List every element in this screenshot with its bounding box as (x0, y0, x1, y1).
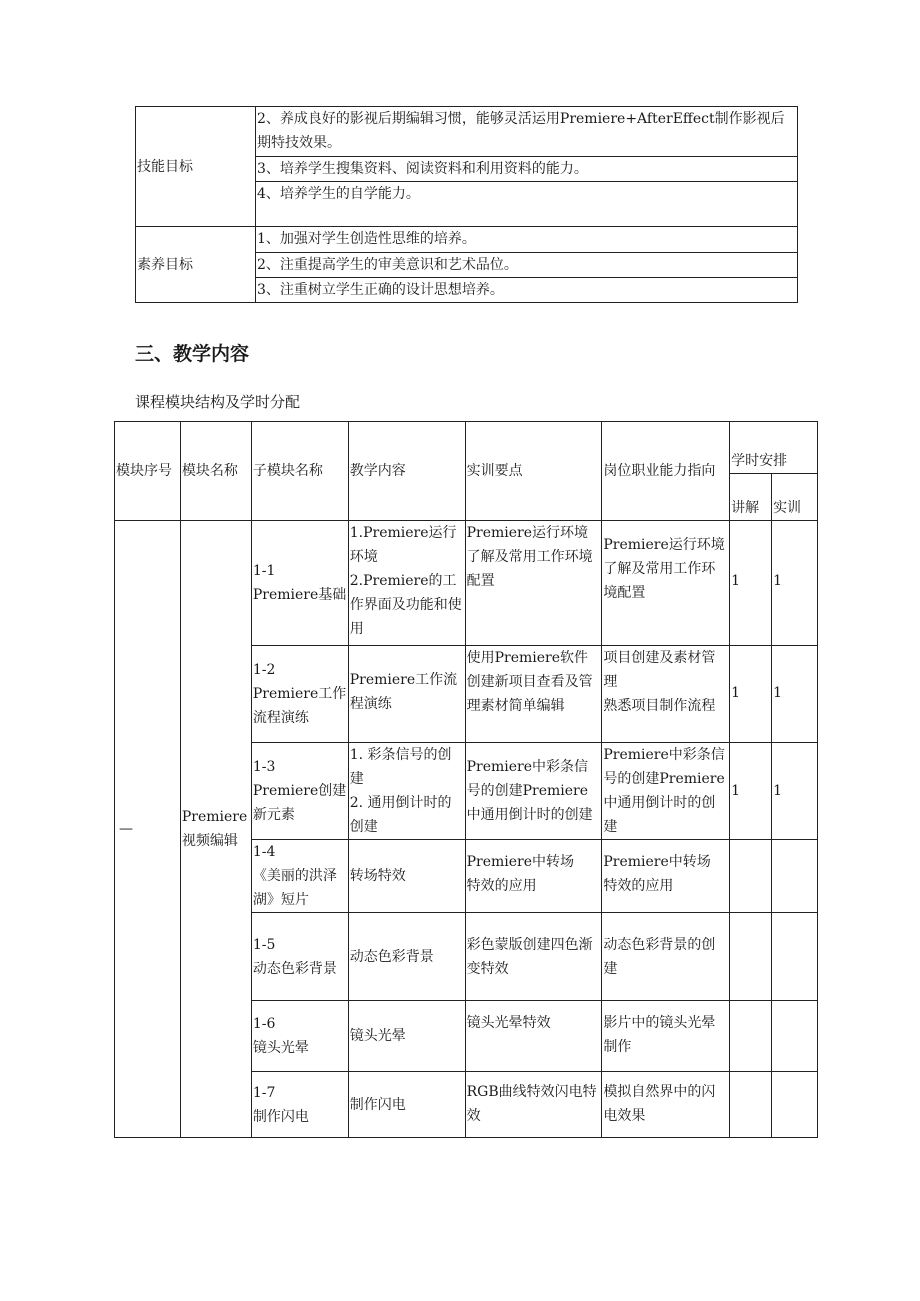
submodule-id: 1-6 (252, 1016, 276, 1032)
objectives-table (135, 106, 798, 303)
skill-objectives-label: 技能目标 (136, 107, 256, 227)
submodule-id: 1-1 (252, 563, 276, 579)
practice-hours-cell (772, 1001, 818, 1072)
training-cell: Premiere中彩条信号的创建Premiere中通用倒计时的创建 (465, 743, 602, 840)
lecture-hours-cell (730, 1072, 772, 1138)
submodule-cell (251, 743, 348, 840)
ability-cell: Premiere运行环境了解及常用工作环境配置 (602, 521, 730, 646)
training-cell: RGB曲线特效闪电特效 (465, 1072, 602, 1138)
practice-hours-cell (772, 840, 818, 913)
practice-hours-cell (772, 1072, 818, 1138)
submodule-cell (251, 913, 348, 1001)
content-cell: Premiere工作流程演练 (348, 646, 465, 743)
ability-cell: Premiere中彩条信号的创建Premiere中通用倒计时的创建 (602, 743, 730, 840)
ability-cell: Premiere中转场 特效的应用 (602, 840, 730, 913)
submodule-name: 《美丽的洪泽湖》短片 (252, 868, 337, 908)
submodule-id: 1-3 (252, 759, 276, 775)
content-cell: 动态色彩背景 (348, 913, 465, 1001)
ability-cell: 动态色彩背景的创建 (602, 913, 730, 1001)
practice-hours-cell (772, 913, 818, 1001)
submodule-name: 镜头光晕 (252, 1040, 309, 1056)
lecture-hours-cell (730, 913, 772, 1001)
section-heading: 三、教学内容 (135, 343, 250, 365)
lecture-hours-cell: 1 (730, 521, 772, 646)
header-training: 实训要点 (465, 422, 602, 521)
submodule-id: 1-2 (252, 662, 276, 678)
lecture-hours-cell (730, 1001, 772, 1072)
skill-objective-item: 3、培养学生搜集资料、阅读资料和利用资料的能力。 (256, 157, 798, 182)
module-no-cell: — (115, 521, 181, 1138)
ability-cell: 项目创建及素材管理 熟悉项目制作流程 (602, 646, 730, 743)
module-name-cell: Premiere视频编辑 (180, 521, 251, 1138)
content-cell: 1. 彩条信号的创建 2. 通用倒计时的创建 (348, 743, 465, 840)
content-cell: 转场特效 (348, 840, 465, 913)
table-row (115, 521, 818, 646)
header-lecture: 讲解 (730, 474, 772, 521)
submodule-name: Premiere工作流程演练 (252, 686, 347, 726)
content-cell: 1.Premiere运行环境 2.Premiere的工作界面及功能和使用 (348, 521, 465, 646)
practice-hours-cell: 1 (772, 521, 818, 646)
literacy-objective-item: 1、加强对学生创造性思维的培养。 (256, 227, 798, 253)
lecture-hours-cell (730, 840, 772, 913)
training-cell: Premiere运行环境了解及常用工作环境配置 (465, 521, 602, 646)
skill-objective-item: 4、培养学生的自学能力。 (256, 182, 798, 227)
submodule-id: 1-7 (252, 1084, 276, 1101)
header-content: 教学内容 (348, 422, 465, 521)
submodule-cell (251, 1001, 348, 1072)
ability-cell: 影片中的镜头光晕制作 (602, 1001, 730, 1072)
submodule-id: 1-5 (252, 936, 276, 953)
submodule-name: Premiere创建新元素 (252, 783, 347, 823)
submodule-name: Premiere基础 (252, 587, 347, 603)
header-submodule: 子模块名称 (251, 422, 348, 521)
header-practice: 实训 (772, 474, 818, 521)
submodule-cell (251, 521, 348, 646)
submodule-name: 动态色彩背景 (252, 960, 337, 977)
submodule-id: 1-4 (252, 844, 276, 860)
practice-hours-cell: 1 (772, 646, 818, 743)
literacy-objectives-label: 素养目标 (136, 227, 256, 303)
training-cell: 使用Premiere软件创建新项目查看及管理素材简单编辑 (465, 646, 602, 743)
content-cell: 镜头光晕 (348, 1001, 465, 1072)
content-cell: 制作闪电 (348, 1072, 465, 1138)
training-cell: 镜头光晕特效 (465, 1001, 602, 1072)
ability-cell: 模拟自然界中的闪电效果 (602, 1072, 730, 1138)
skill-objective-item: 2、养成良好的影视后期编辑习惯，能够灵活运用Premiere+AfterEffect制作影视后期特技效果。 (256, 107, 798, 157)
submodule-cell (251, 840, 348, 913)
lecture-hours-cell: 1 (730, 646, 772, 743)
submodule-name: 制作闪电 (252, 1108, 309, 1125)
literacy-objective-item: 2、注重提高学生的审美意识和艺术品位。 (256, 253, 798, 278)
training-cell: Premiere中转场 特效的应用 (465, 840, 602, 913)
course-module-table (114, 421, 818, 1138)
lecture-hours-cell: 1 (730, 743, 772, 840)
submodule-cell (251, 1072, 348, 1138)
header-hours: 学时安排 (730, 422, 818, 474)
submodule-cell (251, 646, 348, 743)
training-cell: 彩色蒙版创建四色渐变特效 (465, 913, 602, 1001)
table-caption: 课程模块结构及学时分配 (135, 393, 301, 411)
practice-hours-cell: 1 (772, 743, 818, 840)
header-module-name: 模块名称 (180, 422, 251, 521)
literacy-objective-item: 3、注重树立学生正确的设计思想培养。 (256, 278, 798, 303)
header-ability: 岗位职业能力指向 (602, 422, 730, 521)
header-module-no: 模块序号 (115, 422, 181, 521)
